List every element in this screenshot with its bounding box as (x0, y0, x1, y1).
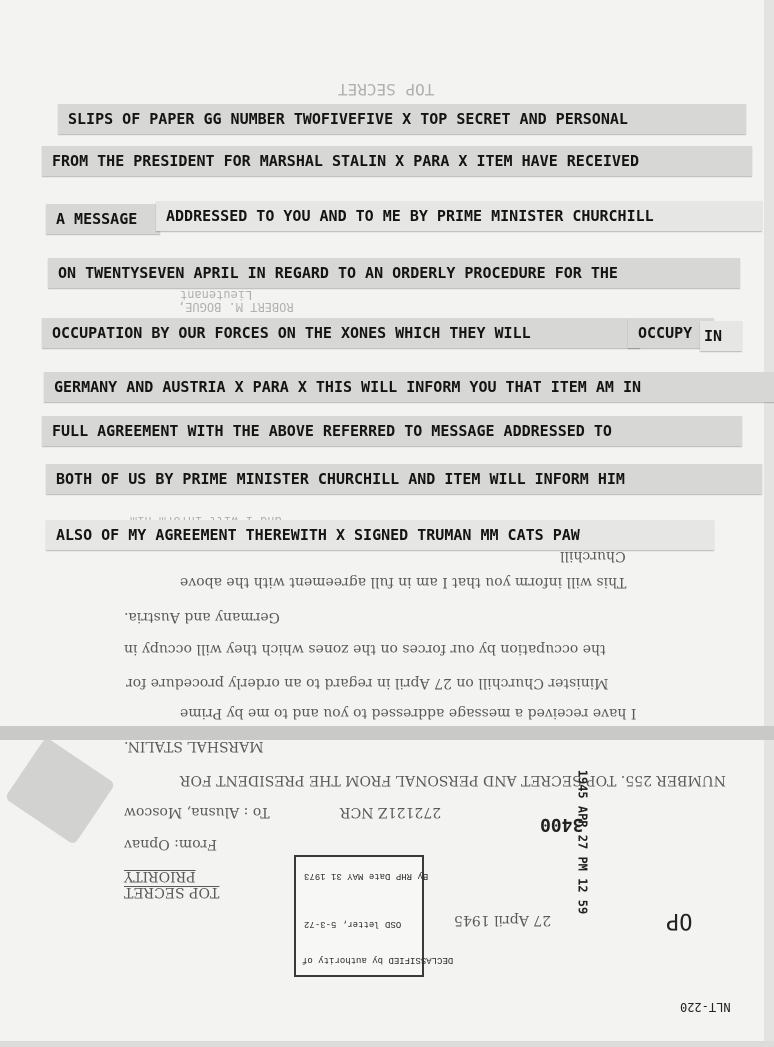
reverse-line-8: NUMBER 255. TOP SECRET AND PERSONAL FROM THE PRESIDENT FOR (180, 772, 726, 788)
stamp-line-2: OSD letter, 5-3-72 (304, 919, 402, 929)
reverse-line-6: I have received a message addressed to you and to me by Prime (180, 705, 637, 721)
slip-line-2: FROM THE PRESIDENT FOR MARSHAL STALIN X PARA X ITEM HAVE RECEIVED (42, 146, 752, 176)
page-edge-right (764, 0, 774, 1047)
slip-line-5b: OCCUPY (628, 318, 714, 348)
ghost-robert: ROBERT M. BOGUE, (178, 300, 294, 314)
slip-line-8: BOTH OF US BY PRIME MINISTER CHURCHILL AND ITEM WILL INFORM HIM (46, 464, 762, 494)
reverse-line-1: Churchill (560, 548, 626, 564)
declassified-stamp (294, 855, 454, 977)
slip-line-3a: A MESSAGE (46, 204, 160, 234)
reverse-line-14: 27 April 1945 (454, 912, 552, 928)
reverse-line-12: PRIORITY (124, 868, 196, 884)
stamp-line-3: By RHP Date MAY 31 1973 (304, 871, 429, 881)
slip-line-3b: ADDRESSED TO YOU AND TO ME BY PRIME MINISTER CHURCHILL (156, 201, 762, 231)
tape-smudge (4, 737, 115, 845)
scan-band (0, 726, 774, 740)
slip-line-7: FULL AGREEMENT WITH THE ABOVE REFERRED TO MESSAGE ADDRESSED TO (42, 416, 742, 446)
slip-line-5a: OCCUPATION BY OUR FORCES ON THE XONES WHICH THEY WILL (42, 318, 640, 348)
slip-line-1: SLIPS OF PAPER GG NUMBER TWOFIVEFIVE X TOP SECRET AND PERSONAL (58, 104, 746, 134)
reverse-line-7: MARSHAL STALIN. (124, 738, 264, 754)
handwritten-initials: OP (666, 908, 693, 933)
corner-mark: NLT-220 (680, 1000, 731, 1014)
received-date-time: 1945 APR 27 PM 12 59 (575, 769, 590, 915)
ghost-top-secret: TOP SECRET (338, 80, 435, 99)
ghost-lieutenant: Lieutenant (180, 288, 253, 302)
page-edge-bottom (0, 1041, 774, 1047)
reverse-line-10: 272121Z NCR (340, 804, 442, 820)
reverse-line-3: Germany and Austria. (124, 609, 280, 625)
reverse-line-13: TOP SECRET (124, 884, 220, 900)
slip-line-9: ALSO OF MY AGREEMENT THEREWITH X SIGNED TRUMAN MM CATS PAW (46, 520, 714, 550)
reverse-line-5: Minister Churchill on 27 April in regard to an orderly procedure for (126, 675, 609, 691)
reverse-line-9: To : Alusna, Moscow (124, 804, 270, 820)
reverse-line-11: From: Opnav (124, 836, 217, 852)
slip-line-6: GERMANY AND AUSTRIA X PARA X THIS WILL INFORM YOU THAT ITEM AM IN (44, 372, 774, 402)
message-number: 3400 (540, 814, 584, 835)
stamp-title: DECLASSIFIED by authority of (302, 955, 454, 965)
reverse-line-2: This will inform you that I am in full agreement with the above (180, 574, 627, 590)
slip-line-5c: IN (700, 321, 742, 351)
reverse-line-4: the occupation by our forces on the zones which they will occupy in (124, 641, 606, 657)
slip-line-4: ON TWENTYSEVEN APRIL IN REGARD TO AN ORDERLY PROCEDURE FOR THE (48, 258, 740, 288)
